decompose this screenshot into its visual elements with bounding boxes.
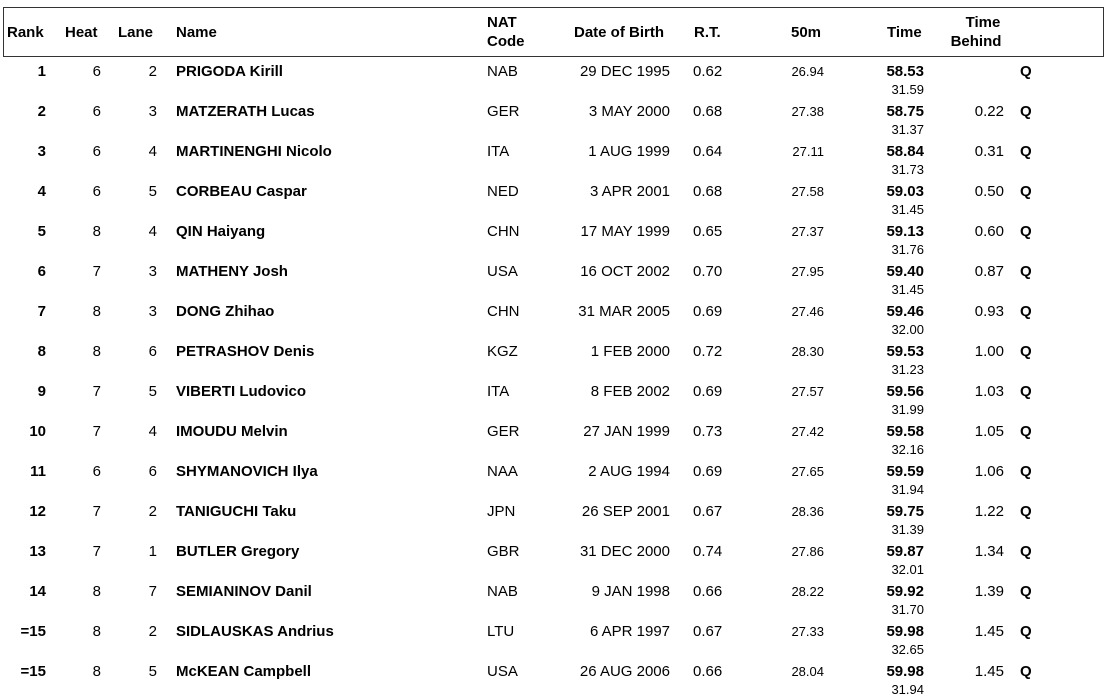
reaction-time-cell: 0.74	[693, 543, 723, 560]
qualified-mark: Q	[1020, 543, 1032, 560]
lane-cell: 2	[148, 623, 157, 640]
second-50m-split-cell: 31.39	[891, 522, 924, 537]
header-heat: Heat	[65, 24, 98, 41]
date-of-birth-cell: 17 MAY 1999	[580, 223, 670, 240]
qualified-mark: Q	[1020, 343, 1032, 360]
swimmer-name-cell: SIDLAUSKAS Andrius	[176, 623, 334, 640]
reaction-time-cell: 0.72	[693, 343, 723, 360]
final-time-cell: 59.53	[886, 343, 924, 360]
result-row	[0, 537, 1107, 577]
date-of-birth-cell: 3 APR 2001	[589, 183, 670, 200]
swimmer-name-cell: SHYMANOVICH Ilya	[176, 463, 318, 480]
qualified-mark: Q	[1020, 103, 1032, 120]
time-behind-cell: 0.50	[974, 183, 1004, 200]
qualified-mark: Q	[1020, 383, 1032, 400]
second-50m-split-cell: 31.59	[891, 82, 924, 97]
split-50m-cell: 27.58	[791, 184, 824, 199]
second-50m-split-cell: 32.00	[891, 322, 924, 337]
reaction-time-cell: 0.73	[693, 423, 723, 440]
time-behind-cell: 1.39	[974, 583, 1004, 600]
final-time-cell: 59.87	[886, 543, 924, 560]
rank-cell: 8	[37, 343, 46, 360]
second-50m-split-cell: 32.01	[891, 562, 924, 577]
nat-code-cell: CHN	[487, 303, 520, 320]
rank-cell: =15	[20, 623, 46, 640]
header-name: Name	[176, 24, 217, 41]
rank-cell: 4	[37, 183, 46, 200]
final-time-cell: 59.13	[886, 223, 924, 240]
nat-code-cell: NAA	[487, 463, 518, 480]
header-50m-split: 50m	[791, 24, 822, 41]
split-50m-cell: 27.38	[791, 104, 824, 119]
heat-cell: 8	[92, 623, 101, 640]
reaction-time-cell: 0.69	[693, 463, 723, 480]
qualified-mark: Q	[1020, 583, 1032, 600]
nat-code-cell: NAB	[487, 63, 518, 80]
lane-cell: 3	[148, 103, 157, 120]
split-50m-cell: 27.95	[791, 264, 824, 279]
date-of-birth-cell: 31 MAR 2005	[578, 303, 670, 320]
date-of-birth-cell: 1 FEB 2000	[590, 343, 670, 360]
date-of-birth-cell: 27 JAN 1999	[583, 423, 670, 440]
heat-cell: 7	[92, 543, 101, 560]
rank-cell: 14	[29, 583, 46, 600]
second-50m-split-cell: 31.45	[891, 282, 924, 297]
nat-code-cell: USA	[487, 663, 518, 680]
swimmer-name-cell: PETRASHOV Denis	[176, 343, 315, 360]
nat-code-cell: GER	[487, 103, 520, 120]
result-row	[0, 57, 1107, 97]
results-table-header	[3, 7, 1104, 57]
nat-code-cell: NAB	[487, 583, 518, 600]
date-of-birth-cell: 1 AUG 1999	[588, 143, 670, 160]
final-time-cell: 59.59	[886, 463, 924, 480]
second-50m-split-cell: 31.76	[891, 242, 924, 257]
rank-cell: 5	[37, 223, 46, 240]
second-50m-split-cell: 32.65	[891, 642, 924, 657]
final-time-cell: 58.75	[886, 103, 924, 120]
reaction-time-cell: 0.67	[693, 623, 723, 640]
date-of-birth-cell: 9 JAN 1998	[591, 583, 670, 600]
lane-cell: 4	[148, 423, 157, 440]
second-50m-split-cell: 31.99	[891, 402, 924, 417]
reaction-time-cell: 0.66	[693, 663, 723, 680]
nat-code-cell: GER	[487, 423, 520, 440]
time-behind-cell: 1.45	[974, 663, 1004, 680]
second-50m-split-cell: 31.73	[891, 162, 924, 177]
qualified-mark: Q	[1020, 623, 1032, 640]
qualified-mark: Q	[1020, 663, 1032, 680]
split-50m-cell: 27.86	[791, 544, 824, 559]
second-50m-split-cell: 31.45	[891, 202, 924, 217]
lane-cell: 5	[148, 183, 157, 200]
final-time-cell: 59.46	[886, 303, 924, 320]
qualified-mark: Q	[1020, 423, 1032, 440]
rank-cell: 13	[29, 543, 46, 560]
result-row	[0, 177, 1107, 217]
qualified-mark: Q	[1020, 503, 1032, 520]
final-time-cell: 59.56	[886, 383, 924, 400]
lane-cell: 4	[148, 223, 157, 240]
date-of-birth-cell: 8 FEB 2002	[590, 383, 670, 400]
nat-code-cell: USA	[487, 263, 518, 280]
lane-cell: 1	[148, 543, 157, 560]
result-row	[0, 617, 1107, 657]
swimmer-name-cell: PRIGODA Kirill	[176, 63, 283, 80]
time-behind-cell: 1.22	[974, 503, 1004, 520]
nat-code-cell: GBR	[487, 543, 520, 560]
heat-cell: 6	[92, 103, 101, 120]
lane-cell: 3	[148, 303, 157, 320]
result-row	[0, 457, 1107, 497]
date-of-birth-cell: 31 DEC 2000	[579, 543, 670, 560]
swimmer-name-cell: QIN Haiyang	[176, 223, 266, 240]
swimmer-name-cell: McKEAN Campbell	[176, 663, 312, 680]
result-row	[0, 257, 1107, 297]
swimmer-name-cell: VIBERTI Ludovico	[176, 383, 307, 400]
header-lane: Lane	[118, 24, 154, 41]
date-of-birth-cell: 2 AUG 1994	[588, 463, 670, 480]
lane-cell: 6	[148, 343, 157, 360]
reaction-time-cell: 0.69	[693, 303, 723, 320]
swimmer-name-cell: TANIGUCHI Taku	[176, 503, 297, 520]
heat-cell: 7	[92, 503, 101, 520]
lane-cell: 7	[148, 583, 157, 600]
split-50m-cell: 27.33	[791, 624, 824, 639]
final-time-cell: 59.98	[886, 663, 924, 680]
final-time-cell: 59.40	[886, 263, 924, 280]
swimmer-name-cell: CORBEAU Caspar	[176, 183, 307, 200]
lane-cell: 6	[148, 463, 157, 480]
header-reaction-time: R.T.	[694, 24, 721, 41]
nat-code-cell: ITA	[487, 383, 510, 400]
time-behind-cell: 0.60	[974, 223, 1004, 240]
split-50m-cell: 27.65	[791, 464, 824, 479]
lane-cell: 5	[148, 663, 157, 680]
split-50m-cell: 28.22	[791, 584, 824, 599]
nat-code-cell: CHN	[487, 223, 520, 240]
split-50m-cell: 27.37	[791, 224, 824, 239]
qualified-mark: Q	[1020, 143, 1032, 160]
date-of-birth-cell: 29 DEC 1995	[579, 63, 670, 80]
final-time-cell: 58.84	[886, 143, 924, 160]
lane-cell: 5	[148, 383, 157, 400]
result-row	[0, 497, 1107, 537]
qualified-mark: Q	[1020, 63, 1032, 80]
time-behind-cell: 0.93	[974, 303, 1004, 320]
time-behind-cell: 1.45	[974, 623, 1004, 640]
date-of-birth-cell: 6 APR 1997	[589, 623, 670, 640]
reaction-time-cell: 0.69	[693, 383, 723, 400]
lane-cell: 2	[148, 63, 157, 80]
rank-cell: 1	[37, 63, 46, 80]
second-50m-split-cell: 31.94	[891, 482, 924, 497]
swimmer-name-cell: MARTINENGHI Nicolo	[176, 143, 332, 160]
date-of-birth-cell: 16 OCT 2002	[580, 263, 670, 280]
result-row	[0, 577, 1107, 617]
heat-cell: 8	[92, 663, 101, 680]
result-row	[0, 337, 1107, 377]
qualified-mark: Q	[1020, 303, 1032, 320]
result-row	[0, 657, 1107, 697]
time-behind-cell: 1.00	[974, 343, 1004, 360]
time-behind-cell: 1.34	[974, 543, 1004, 560]
split-50m-cell: 27.57	[791, 384, 824, 399]
second-50m-split-cell: 31.23	[891, 362, 924, 377]
time-behind-cell: 0.31	[974, 143, 1004, 160]
qualified-mark: Q	[1020, 263, 1032, 280]
time-behind-cell: 1.06	[974, 463, 1004, 480]
reaction-time-cell: 0.70	[693, 263, 723, 280]
rank-cell: 10	[29, 423, 46, 440]
time-behind-cell: 1.05	[974, 423, 1004, 440]
heat-cell: 6	[92, 143, 101, 160]
header-date-of-birth: Date of Birth	[574, 24, 664, 41]
split-50m-cell: 27.42	[791, 424, 824, 439]
nat-code-cell: JPN	[487, 503, 516, 520]
header-time: Time	[887, 24, 922, 41]
rank-cell: 6	[37, 263, 46, 280]
split-50m-cell: 26.94	[791, 64, 824, 79]
heat-cell: 8	[92, 223, 101, 240]
heat-cell: 8	[92, 303, 101, 320]
header-nat-line2: Code	[487, 33, 525, 50]
final-time-cell: 59.58	[886, 423, 924, 440]
rank-cell: 9	[37, 383, 46, 400]
nat-code-cell: NED	[487, 183, 519, 200]
second-50m-split-cell: 31.94	[891, 682, 924, 697]
header-rank: Rank	[7, 24, 44, 41]
reaction-time-cell: 0.62	[693, 63, 723, 80]
reaction-time-cell: 0.68	[693, 183, 723, 200]
swimmer-name-cell: IMOUDU Melvin	[176, 423, 288, 440]
nat-code-cell: ITA	[487, 143, 510, 160]
swimmer-name-cell: BUTLER Gregory	[176, 543, 300, 560]
swimmer-name-cell: MATHENY Josh	[176, 263, 288, 280]
nat-code-cell: KGZ	[487, 343, 518, 360]
heat-cell: 6	[92, 183, 101, 200]
second-50m-split-cell: 31.37	[891, 122, 924, 137]
reaction-time-cell: 0.64	[693, 143, 723, 160]
heat-cell: 7	[92, 263, 101, 280]
result-row	[0, 217, 1107, 257]
date-of-birth-cell: 26 SEP 2001	[581, 503, 670, 520]
rank-cell: 12	[29, 503, 46, 520]
second-50m-split-cell: 32.16	[891, 442, 924, 457]
time-behind-cell: 0.22	[974, 103, 1004, 120]
heat-cell: 7	[92, 423, 101, 440]
result-row	[0, 297, 1107, 337]
heat-cell: 8	[92, 583, 101, 600]
result-row	[0, 417, 1107, 457]
second-50m-split-cell: 31.70	[891, 602, 924, 617]
final-time-cell: 59.92	[886, 583, 924, 600]
header-time-behind-line1: Time	[965, 14, 1001, 31]
swimmer-name-cell: DONG Zhihao	[176, 303, 275, 320]
heat-cell: 8	[92, 343, 101, 360]
swimmer-name-cell: MATZERATH Lucas	[176, 103, 315, 120]
result-row	[0, 377, 1107, 417]
result-row	[0, 97, 1107, 137]
split-50m-cell: 27.46	[791, 304, 824, 319]
rank-cell: 11	[30, 463, 46, 480]
split-50m-cell: 28.04	[791, 664, 824, 679]
reaction-time-cell: 0.67	[693, 503, 723, 520]
swimmer-name-cell: SEMIANINOV Danil	[176, 583, 312, 600]
header-nat-line1: NAT	[487, 14, 517, 31]
final-time-cell: 59.98	[886, 623, 924, 640]
time-behind-cell: 0.87	[974, 263, 1004, 280]
heat-cell: 6	[92, 63, 101, 80]
date-of-birth-cell: 3 MAY 2000	[588, 103, 670, 120]
reaction-time-cell: 0.66	[693, 583, 723, 600]
lane-cell: 2	[148, 503, 157, 520]
qualified-mark: Q	[1020, 463, 1032, 480]
reaction-time-cell: 0.65	[693, 223, 723, 240]
split-50m-cell: 28.30	[791, 344, 824, 359]
lane-cell: 4	[148, 143, 157, 160]
rank-cell: =15	[20, 663, 46, 680]
lane-cell: 3	[148, 263, 157, 280]
heat-cell: 7	[92, 383, 101, 400]
split-50m-cell: 28.36	[791, 504, 824, 519]
time-behind-cell: 1.03	[974, 383, 1004, 400]
final-time-cell: 59.03	[886, 183, 924, 200]
heat-cell: 6	[92, 463, 101, 480]
qualified-mark: Q	[1020, 183, 1032, 200]
result-row	[0, 137, 1107, 177]
date-of-birth-cell: 26 AUG 2006	[579, 663, 670, 680]
header-time-behind-line2: Behind	[950, 33, 1002, 50]
final-time-cell: 59.75	[886, 503, 924, 520]
nat-code-cell: LTU	[487, 623, 515, 640]
rank-cell: 2	[37, 103, 46, 120]
split-50m-cell: 27.11	[792, 144, 824, 159]
qualified-mark: Q	[1020, 223, 1032, 240]
rank-cell: 3	[37, 143, 46, 160]
reaction-time-cell: 0.68	[693, 103, 723, 120]
rank-cell: 7	[37, 303, 46, 320]
final-time-cell: 58.53	[886, 63, 924, 80]
